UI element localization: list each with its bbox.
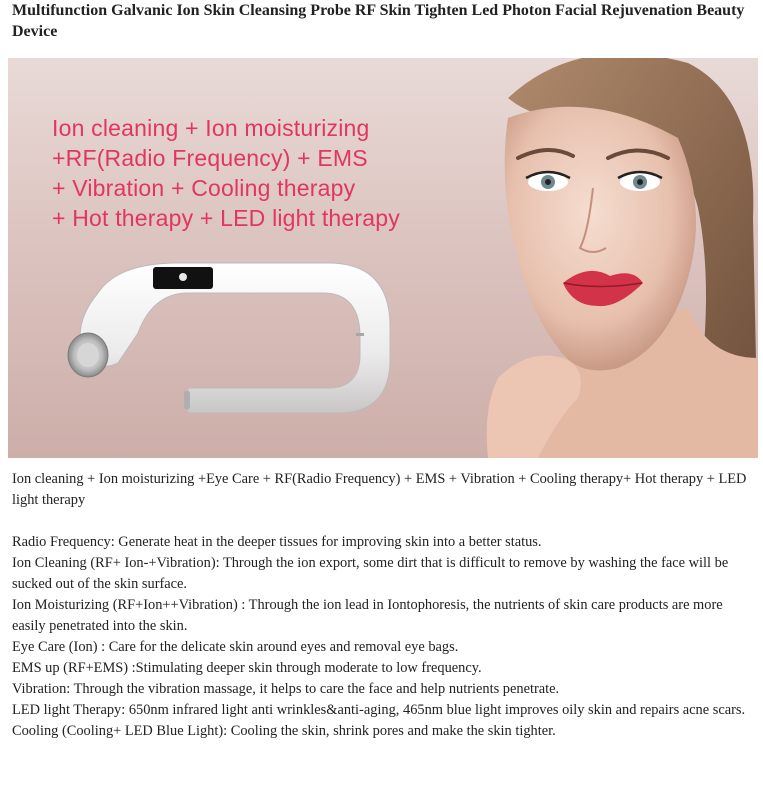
banner-feature-list: [52, 113, 400, 233]
description-line: Radio Frequency: Generate heat in the deeper tissues for improving skin into a better status.: [12, 534, 542, 550]
description-line: EMS up (RF+EMS) :Stimulating deeper skin through moderate to low frequency.: [12, 660, 482, 676]
banner-line: Ion cleaning + Ion moisturizing: [52, 115, 370, 141]
description-line: Ion Moisturizing (RF+Ion++Vibration) : Through the ion lead in Iontophoresis, the nutrients of skin care products are more easily penetrated into the skin.: [12, 597, 723, 634]
description-line: Eye Care (Ion) : Care for the delicate skin around eyes and removal eye bags.: [12, 639, 459, 655]
page-title: Multifunction Galvanic Ion Skin Cleansing Probe RF Skin Tighten Led Photon Facial Rejuvenation Beauty Device: [12, 2, 745, 40]
model-face-illustration: [388, 58, 758, 458]
banner-line: +RF(Radio Frequency) + EMS: [52, 145, 368, 171]
description-line: Cooling (Cooling+ LED Blue Light): Cooling the skin, shrink pores and make the skin tighter.: [12, 723, 556, 739]
description-line: sucked out of the skin surface.: [12, 576, 188, 592]
product-description: [12, 469, 757, 742]
description-intro: Ion cleaning + Ion moisturizing +Eye Care + RF(Radio Frequency) + EMS + Vibration + Cooling therapy+ Hot therapy + LED light therapy: [12, 471, 747, 508]
description-line: Vibration: Through the vibration massage, it helps to care the face and help nutrients penetrate.: [12, 681, 560, 697]
description-line: LED light Therapy: 650nm infrared light anti wrinkles&anti-aging, 465nm blue light improves oily skin and repairs acne scars.: [12, 702, 746, 718]
description-line: Ion Cleaning (RF+ Ion-+Vibration): Through the ion export, some dirt that is difficult to remove by washing the face will be: [12, 555, 729, 571]
banner-line: + Vibration + Cooling therapy: [52, 175, 356, 201]
banner-line: + Hot therapy + LED light therapy: [52, 205, 400, 231]
beauty-device-illustration: [58, 253, 408, 428]
product-banner-image: [8, 58, 758, 458]
